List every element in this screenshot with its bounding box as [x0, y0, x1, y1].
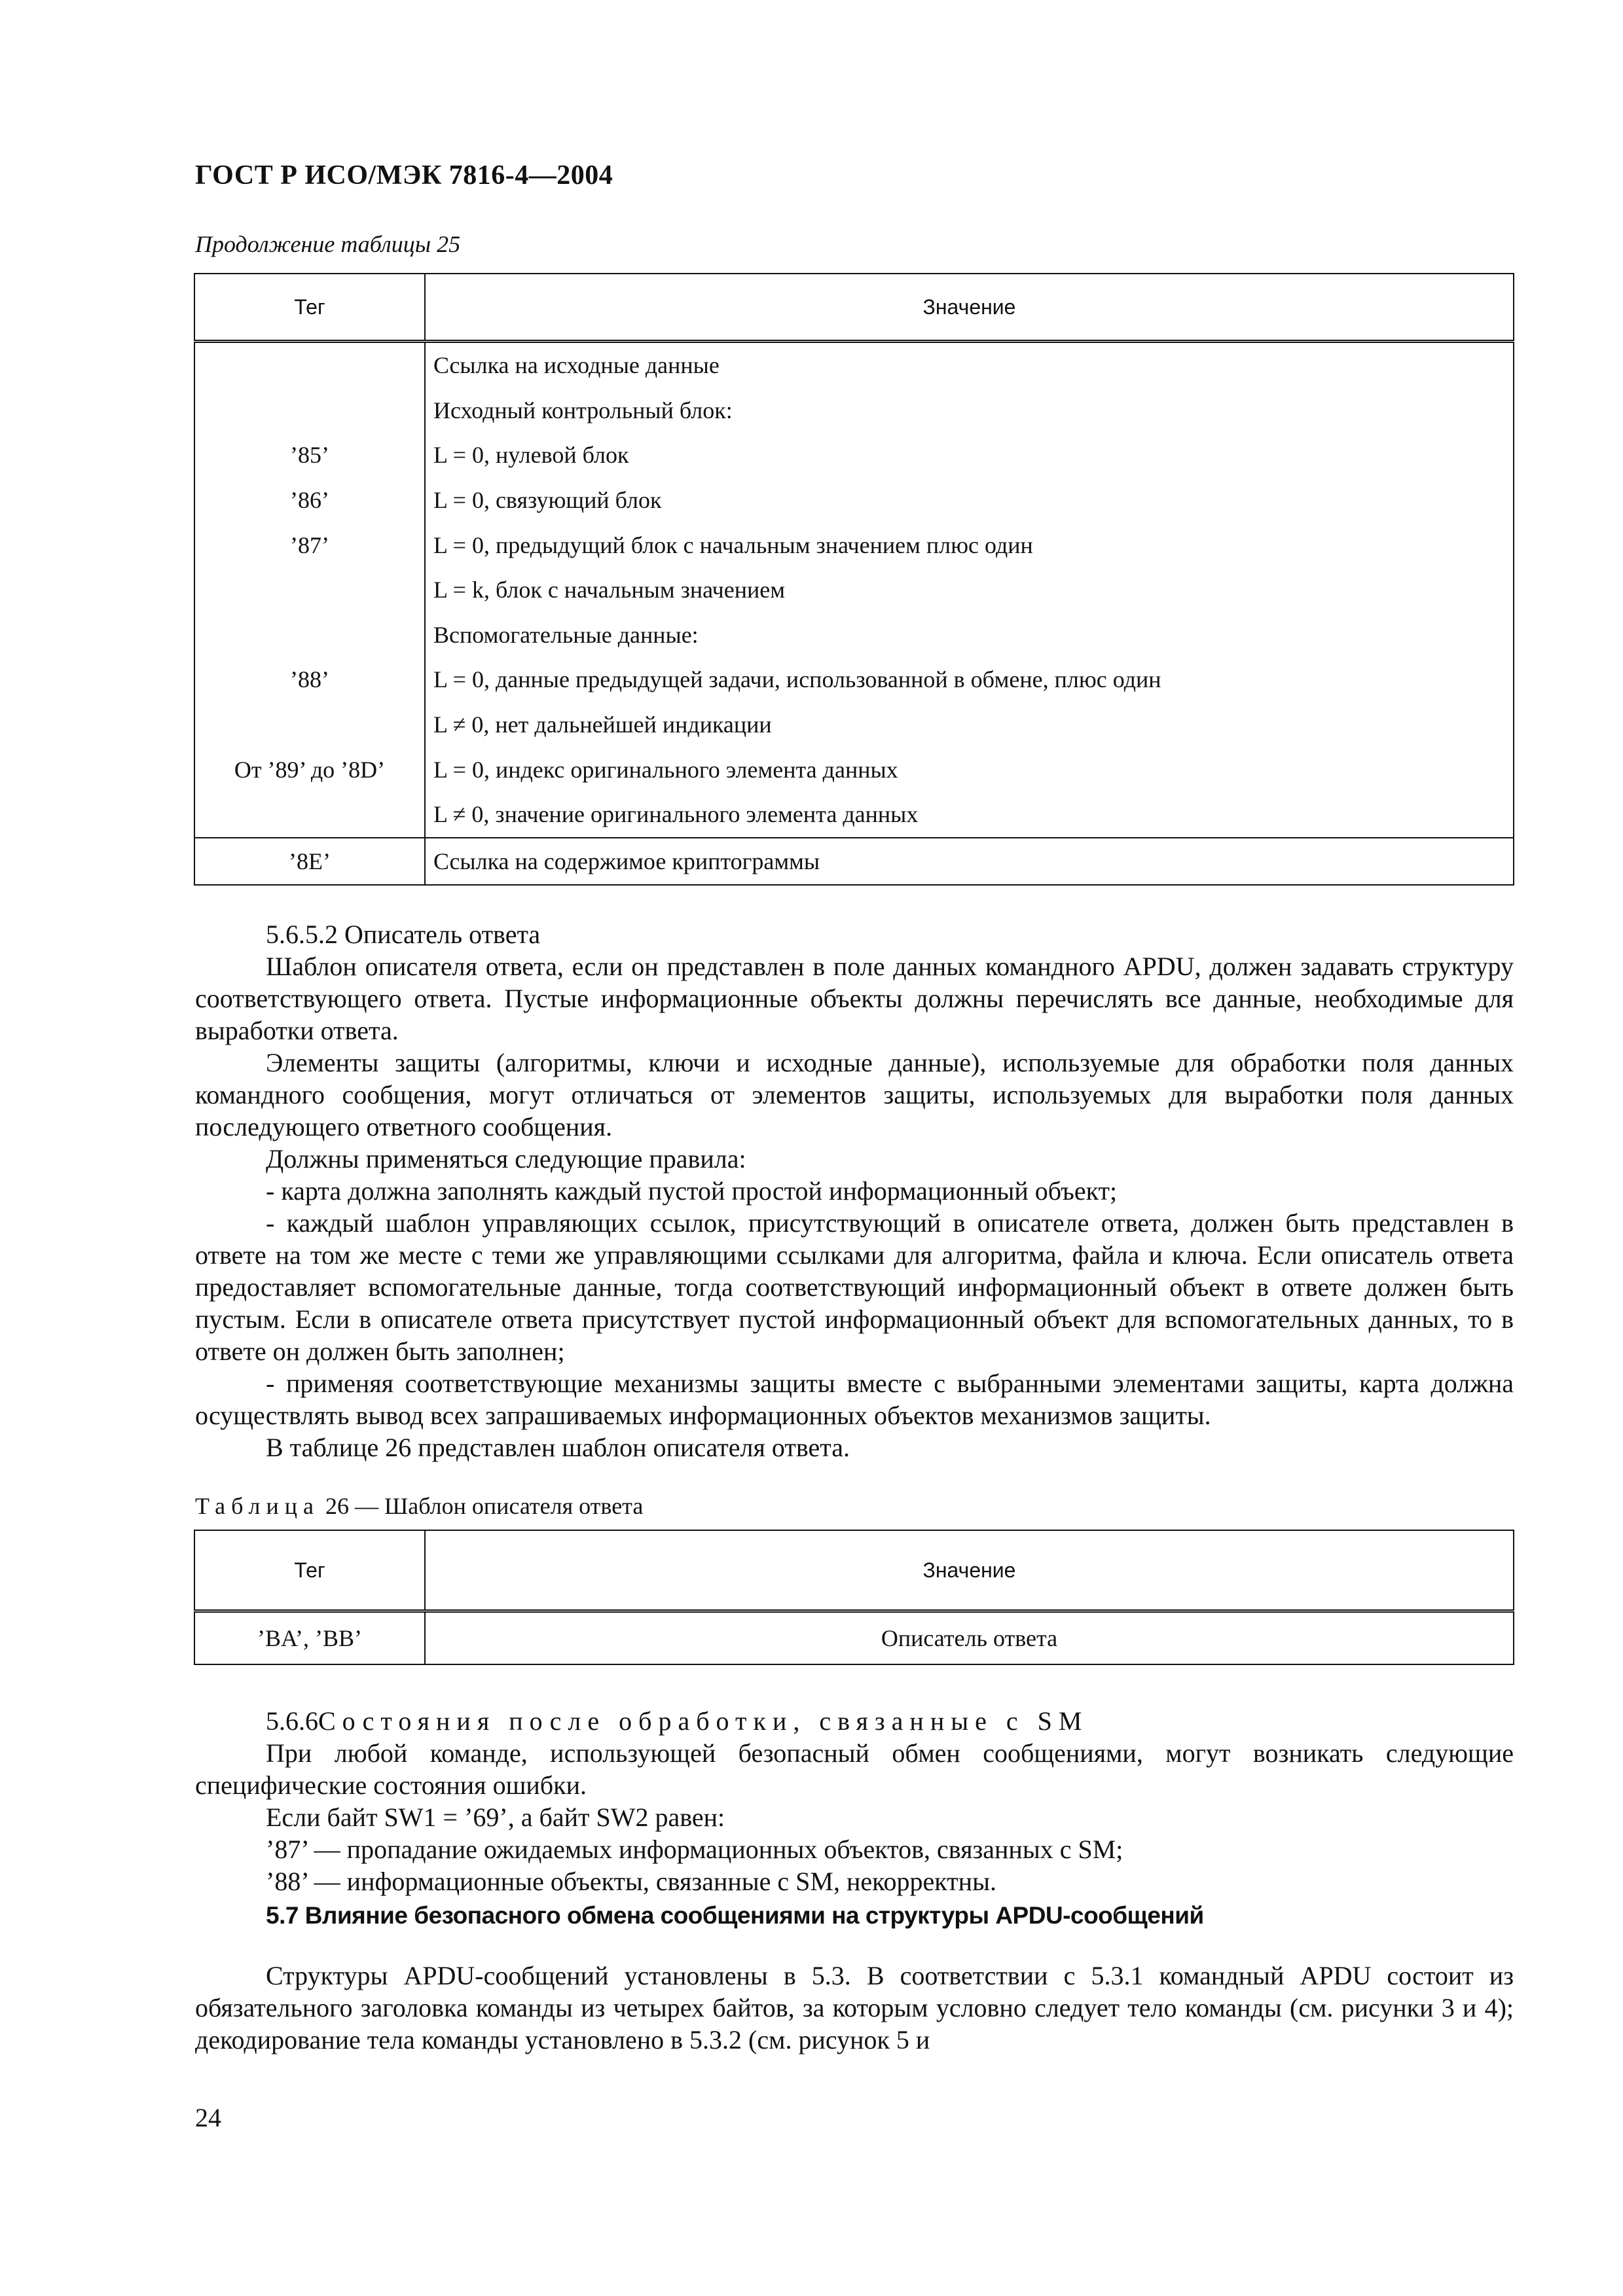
- table-25-header-row: [194, 274, 1514, 342]
- row-tag: [194, 388, 425, 433]
- table-row: [194, 613, 1514, 658]
- row-value: Описатель ответа: [881, 1625, 1058, 1651]
- row-value: L ≠ 0, значение оригинального элемента данных: [433, 801, 919, 828]
- paragraph: Структуры APDU-сообщений установлены в 5.3. В соответствии с 5.3.1 командный APDU состоит из обязательного заголовка команды из четырех байтов, за которым условно следует тело команды (см. рисунки 3 и 4); декодирование тела команды установлено в 5.3.2 (см. рисунок 5 и: [195, 1961, 1514, 2054]
- table-row: [194, 478, 1514, 523]
- table-25: [194, 273, 1514, 886]
- row-tag: ’86’: [194, 478, 425, 523]
- paragraph: Должны применяться следующие правила:: [266, 1144, 746, 1174]
- paragraph: - карта должна заполнять каждый пустой простой информационный объект;: [266, 1176, 1118, 1206]
- row-tag: [194, 613, 425, 658]
- section-heading: 5.6.5.2 Описатель ответа: [266, 920, 541, 949]
- section-heading: [195, 1705, 1514, 1737]
- paragraph: ’87’ — пропадание ожидаемых информационных объектов, связанных с SM;: [266, 1835, 1123, 1864]
- row-value: L = 0, данные предыдущей задачи, использованной в обмене, плюс один: [433, 666, 1161, 693]
- paragraph: - каждый шаблон управляющих ссылок, присутствующий в описателе ответа, должен быть представлен в ответе на том же месте с теми же управляющими ссылками для алгоритма, файла и ключа. Если описатель ответа предоставляет вспомогательные данные, тогда соответствующий информационный объект в ответе должен быть пустым. Если в описателе ответа присутствует пустой информационный объект для вспомогательных данных, то в ответе он должен быть заполнен;: [195, 1208, 1514, 1366]
- paragraph: Если байт SW1 = ’69’, а байт SW2 равен:: [266, 1803, 725, 1832]
- table-row: [194, 342, 1514, 388]
- row-tag: [194, 792, 425, 838]
- table-26-header-row: [194, 1530, 1514, 1611]
- section-5-6-6: [195, 1705, 1514, 1897]
- table-row: [194, 747, 1514, 792]
- table-row: [194, 433, 1514, 478]
- table-row: [194, 702, 1514, 747]
- row-value: L = 0, предыдущий блок с начальным значением плюс один: [433, 531, 1033, 558]
- table-row: [194, 792, 1514, 838]
- table-row: [194, 1611, 1514, 1665]
- section-number: 5.6.6: [266, 1706, 318, 1736]
- section-title: Состояния после обработки, связанные с SM: [318, 1706, 1089, 1736]
- section-5-7-body: [195, 1960, 1514, 2056]
- row-tag: От ’89’ до ’8D’: [194, 747, 425, 792]
- section-5-7: [195, 1899, 1514, 1931]
- row-tag: ’87’: [194, 522, 425, 567]
- row-value: L ≠ 0, нет дальнейшей индикации: [433, 711, 772, 738]
- page-number: 24: [195, 2103, 221, 2132]
- section-5-6-5-2: [195, 918, 1514, 1463]
- paragraph: При любой команде, использующей безопасный обмен сообщениями, могут возникать следующие специфические состояния ошибки.: [195, 1738, 1514, 1800]
- row-tag: [194, 567, 425, 613]
- column-header-tag: Тег: [194, 274, 425, 342]
- row-tag: ’88’: [194, 657, 425, 702]
- paragraph: Элементы защиты (алгоритмы, ключи и исходные данные), используемые для обработки поля данных командного сообщения, могут отличаться от элементов защиты, используемых для выработки поля данных последующего ответного сообщения.: [195, 1048, 1514, 1141]
- section-heading: 5.7 Влияние безопасного обмена сообщениями на структуры APDU-сообщений: [266, 1902, 1204, 1929]
- row-value: L = k, блок с начальным значением: [433, 577, 786, 603]
- row-tag: [194, 342, 425, 388]
- row-tag: ’85’: [194, 433, 425, 478]
- table-26-caption: [195, 1492, 643, 1520]
- row-value: L = 0, индекс оригинального элемента данных: [433, 756, 898, 783]
- table-row: [194, 522, 1514, 567]
- table-row: [194, 567, 1514, 613]
- column-header-value: Значение: [425, 274, 1514, 342]
- row-tag: ’BA’, ’BB’: [194, 1611, 425, 1665]
- column-header-value: Значение: [425, 1530, 1514, 1611]
- table-25-continuation-caption: Продолжение таблицы 25: [195, 231, 461, 257]
- row-value: Ссылка на исходные данные: [433, 352, 720, 379]
- paragraph: ’88’ — информационные объекты, связанные с SM, некорректны.: [266, 1867, 996, 1896]
- paragraph: В таблице 26 представлен шаблон описателя ответа.: [266, 1433, 850, 1462]
- row-value: L = 0, нулевой блок: [433, 442, 629, 469]
- row-tag: ’8E’: [194, 838, 425, 885]
- table-26-caption-text: 26 — Шаблон описателя ответа: [319, 1493, 644, 1519]
- paragraph: Шаблон описателя ответа, если он представлен в поле данных командного APDU, должен задавать структуру соответствующего ответа. Пустые информационные объекты должны перечислять все данные, необходимые для выработки ответа.: [195, 952, 1514, 1045]
- row-value: L = 0, связующий блок: [433, 487, 662, 514]
- row-value: Исходный контрольный блок:: [433, 397, 733, 423]
- table-row: [194, 388, 1514, 433]
- paragraph: - применяя соответствующие механизмы защиты вместе с выбранными элементами защиты, карта должна осуществлять вывод всех запрашиваемых информационных объектов механизмов защиты.: [195, 1369, 1514, 1430]
- row-value: Ссылка на содержимое криптограммы: [425, 838, 1514, 885]
- table-26: [194, 1530, 1514, 1665]
- row-tag: [194, 702, 425, 747]
- row-value: Вспомогательные данные:: [433, 621, 699, 648]
- document-header: ГОСТ Р ИСО/МЭК 7816-4—2004: [195, 160, 613, 190]
- column-header-tag: Тег: [194, 1530, 425, 1611]
- table-row: [194, 657, 1514, 702]
- table-row: [194, 838, 1514, 885]
- table-26-caption-lead: Таблица: [195, 1493, 319, 1519]
